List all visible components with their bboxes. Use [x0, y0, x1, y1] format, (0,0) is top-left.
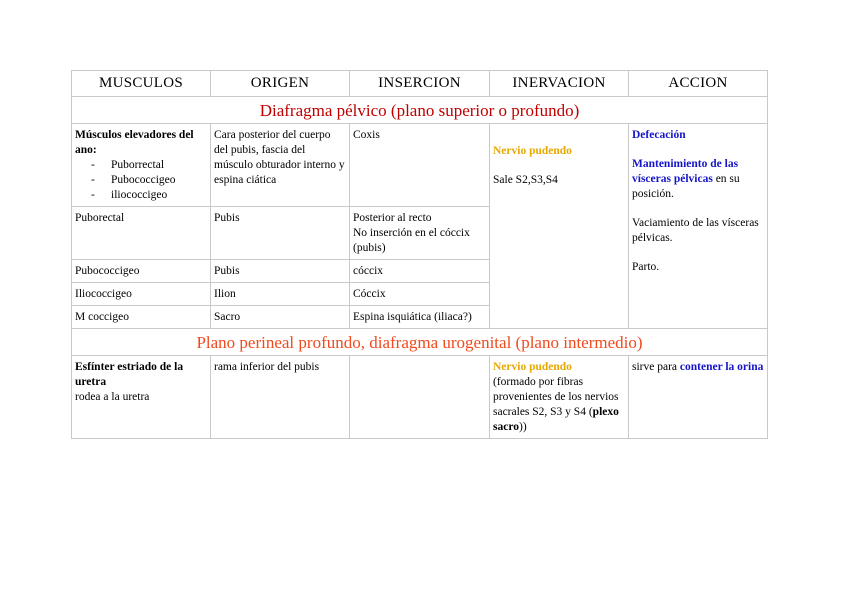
- accion-parto: Parto.: [632, 261, 660, 273]
- section-row-plano-perineal: [72, 329, 768, 356]
- cell-insercion: Coxis: [350, 124, 490, 207]
- musculo-title: Músculos elevadores del ano:: [75, 129, 194, 156]
- cell-insercion: [350, 356, 490, 439]
- accion-defecacion: Defecación: [632, 129, 686, 141]
- nerve-name: Nervio pudendo: [493, 361, 572, 373]
- header-origen: ORIGEN: [211, 71, 350, 97]
- cell-origen: Sacro: [211, 306, 350, 329]
- section-title-plano-perineal: Plano perineal profundo, diafragma urogenital (plano intermedio): [72, 329, 768, 356]
- cell-origen: Pubis: [211, 260, 350, 283]
- header-inervacion: INERVACION: [490, 71, 629, 97]
- table-row: [72, 124, 768, 207]
- cell-origen: Cara posterior del cuerpo del pubis, fascia del músculo obturador interno y espina ciática: [211, 124, 350, 207]
- cell-musculo: Iliococcigeo: [72, 283, 211, 306]
- musculo-desc: rodea a la uretra: [75, 391, 150, 403]
- cell-accion: [629, 124, 768, 329]
- header-row: [72, 71, 768, 97]
- nerve-name: Nervio pudendo: [493, 145, 572, 157]
- cell-inervacion: [490, 124, 629, 329]
- cell-insercion: Posterior al recto No inserción en el cóccix (pubis): [350, 207, 490, 260]
- nerve-roots: Sale S2,S3,S4: [493, 174, 558, 186]
- cell-insercion: cóccix: [350, 260, 490, 283]
- cell-accion: [629, 356, 768, 439]
- section-row-diafragma-pelvico: [72, 97, 768, 124]
- list-item: - iliococcigeo: [91, 188, 207, 203]
- cell-origen: Pubis: [211, 207, 350, 260]
- list-item: - Pubococcigeo: [91, 173, 207, 188]
- cell-origen: rama inferior del pubis: [211, 356, 350, 439]
- header-insercion: INSERCION: [350, 71, 490, 97]
- cell-origen: Ilion: [211, 283, 350, 306]
- table-row: [72, 356, 768, 439]
- accion-text: sirve para contener la orina: [632, 361, 764, 373]
- header-accion: ACCION: [629, 71, 768, 97]
- cell-musculo: Puborectal: [72, 207, 211, 260]
- nerve-desc: (formado por fibras provenientes de los nervios sacrales S2, S3 y S4 (plexo sacro)): [493, 376, 619, 433]
- cell-musculo: Pubococcigeo: [72, 260, 211, 283]
- list-item: - Puborrectal: [91, 158, 207, 173]
- cell-musculo: [72, 124, 211, 207]
- cell-inervacion: [490, 356, 629, 439]
- accion-vaciamiento: Vaciamiento de las vísceras pélvicas.: [632, 217, 759, 244]
- section-title-diafragma-pelvico: Diafragma pélvico (plano superior o profundo): [72, 97, 768, 124]
- subitem-list: [75, 158, 207, 203]
- cell-insercion: Cóccix: [350, 283, 490, 306]
- cell-musculo: M coccigeo: [72, 306, 211, 329]
- cell-musculo: [72, 356, 211, 439]
- accion-mantenimiento: Mantenimiento de las vísceras pélvicas en su posición.: [632, 158, 740, 200]
- header-musculos: MUSCULOS: [72, 71, 211, 97]
- muscle-table: [71, 70, 768, 439]
- musculo-title: Esfínter estriado de la uretra: [75, 361, 184, 388]
- cell-insercion: Espina isquiática (iliaca?): [350, 306, 490, 329]
